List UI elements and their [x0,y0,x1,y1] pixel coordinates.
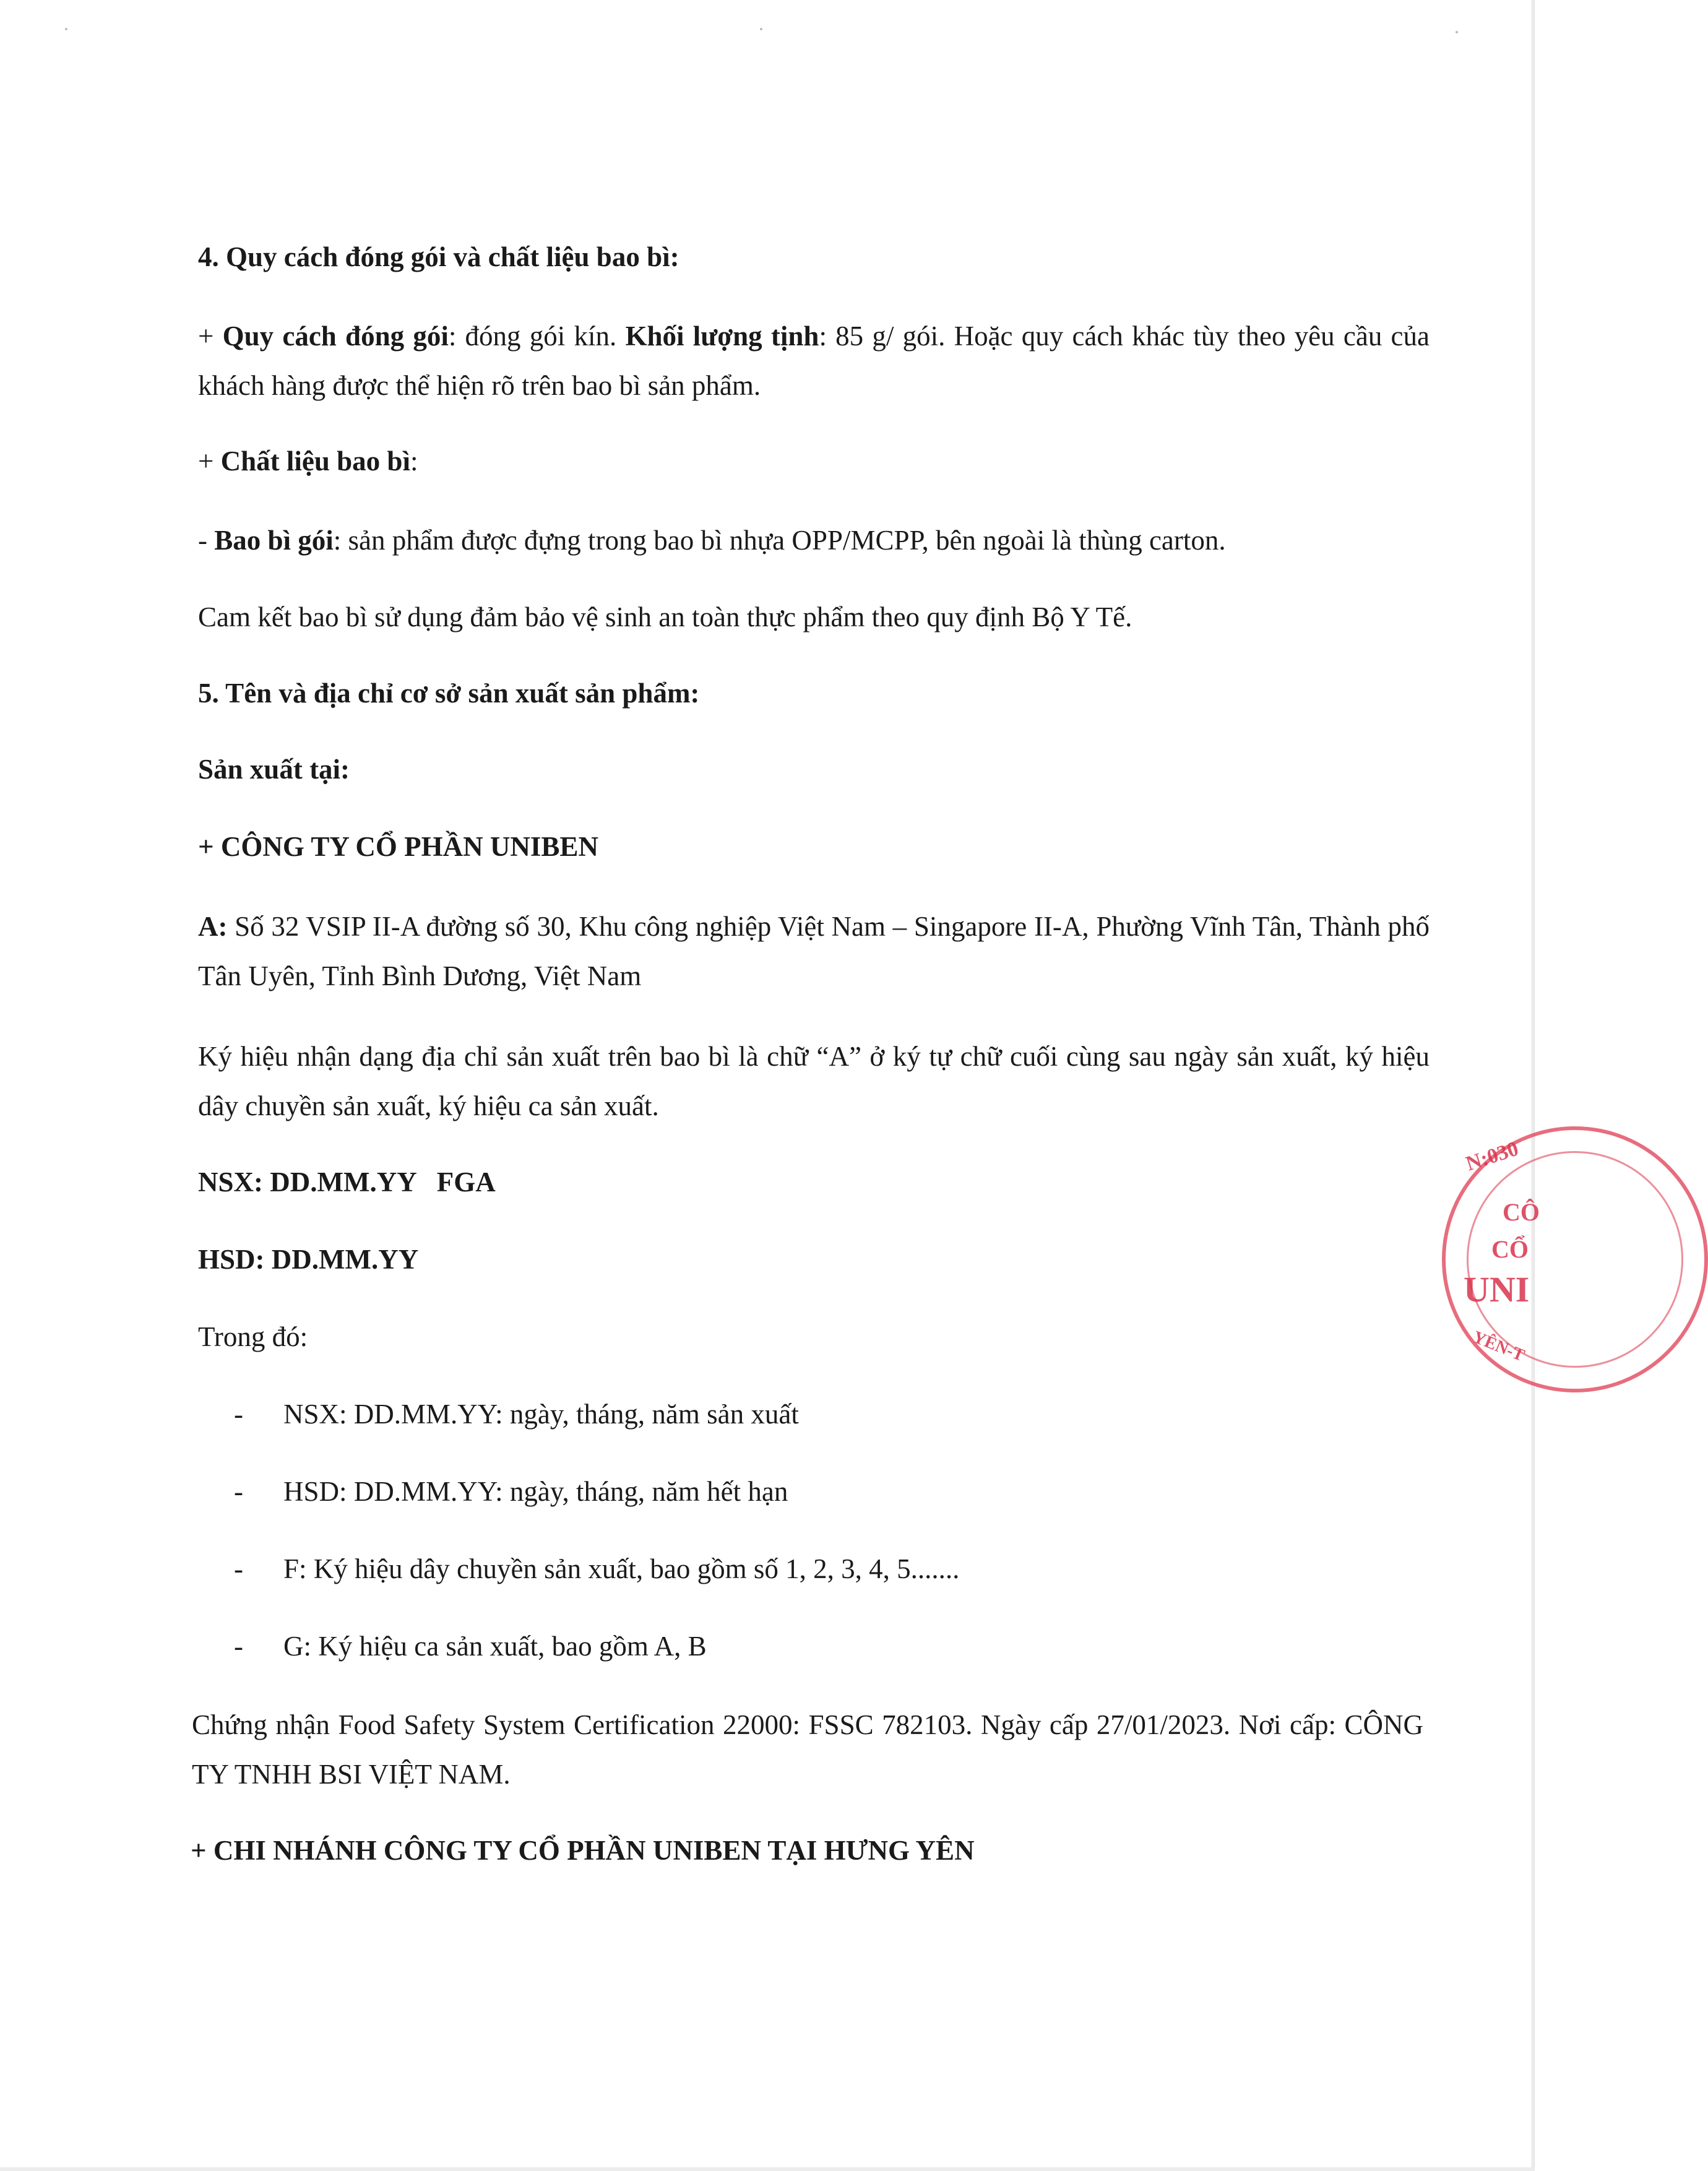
certification-note: Chứng nhận Food Safety System Certification 22000: FSSC 782103. Ngày cấp 27/01/2023. Nơi cấp: CÔNG TY TNHH BSI VIỆT NAM. [192,1709,1423,1790]
material-colon: : [410,446,418,477]
address-label: A: [198,911,228,942]
bag-label: Bao bì gói [214,525,334,556]
company-branch-hung-yen: + CHI NHÁNH CÔNG TY CỔ PHẦN UNIBEN TẠI HƯNG YÊN [191,1835,975,1866]
section4-heading: 4. Quy cách đóng gói và chất liệu bao bì: [198,241,679,272]
packing-text-1: : đóng gói kín. [448,321,626,352]
address-text: Số 32 VSIP II-A đường số 30, Khu công nghiệp Việt Nam – Singapore II-A, Phường Vĩnh Tân, Thành phố Tân Uyên, Tỉnh Bình Dương, Việt Nam [198,911,1430,991]
legend-item [234,1389,799,1439]
legend-item [234,1621,707,1671]
bullet-dash: - [234,1399,243,1430]
material-prefix: + [198,446,221,477]
net-weight-label: Khối lượng tịnh [625,321,819,352]
bag-prefix: - [198,525,215,556]
bag-text: : sản phẩm được đựng trong bao bì nhựa OPP/MCPP, bên ngoài là thùng carton. [333,525,1226,556]
seal-bottom-text: YÊN-T [1470,1327,1527,1366]
scan-speck [760,28,762,30]
produced-at-label: Sản xuất tại: [198,754,350,785]
legend-item [234,1467,788,1516]
legend-item-text: G: Ký hiệu ca sản xuất, bao gồm A, B [283,1631,707,1662]
page-right-edge [1531,0,1535,2171]
scan-speck [65,28,67,30]
legend-item-text: NSX: DD.MM.YY: ngày, tháng, năm sản xuất [283,1399,799,1430]
bullet-dash: - [234,1631,243,1662]
packaging-commitment: Cam kết bao bì sử dụng đảm bảo vệ sinh an toàn thực phẩm theo quy định Bộ Y Tế. [198,602,1132,632]
seal-line-1: CÔ [1503,1198,1540,1226]
packing-text-2: : 85 g/ gói. Hoặc quy cách khác tùy theo yêu cầu của khách hàng được thể hiện rõ trên bao bì sản phẩm. [198,321,1430,401]
legend-item-text: HSD: DD.MM.YY: ngày, tháng, năm hết hạn [283,1476,788,1507]
seal-line-3: UNI [1464,1269,1530,1310]
nsx-format: NSX: DD.MM.YY FGA [198,1167,496,1198]
packing-label: Quy cách đóng gói [222,321,449,352]
bullet-dash: - [234,1553,243,1584]
address-symbol-note: Ký hiệu nhận dạng địa chỉ sản xuất trên bao bì là chữ “A” ở ký tự chữ cuối cùng sau ngày sản xuất, ký hiệu dây chuyền sản xuất, ký hiệu ca sản xuất. [198,1041,1430,1121]
factory-address [198,902,1430,1001]
scan-speck [1456,31,1458,33]
company-uniben: + CÔNG TY CỔ PHẦN UNIBEN [198,831,598,862]
bag-line [198,516,1423,565]
packing-prefix: + [198,321,223,352]
seal-line-2: CỔ [1491,1235,1529,1263]
section5-heading: 5. Tên và địa chỉ cơ sở sản xuất sản phẩm: [198,678,700,709]
legend-item-text: F: Ký hiệu dây chuyền sản xuất, bao gồm số 1, 2, 3, 4, 5....... [283,1553,960,1584]
hsd-format: HSD: DD.MM.YY [198,1244,419,1275]
packing-spec-paragraph [198,311,1430,410]
material-line [198,436,1423,486]
seal-top-text: N:030 [1463,1137,1522,1176]
bullet-dash: - [234,1476,243,1507]
legend-item [234,1544,959,1594]
where-label: Trong đó: [198,1321,308,1352]
page-bottom-edge [0,2167,1535,2171]
material-label: Chất liệu bao bì [220,446,410,477]
